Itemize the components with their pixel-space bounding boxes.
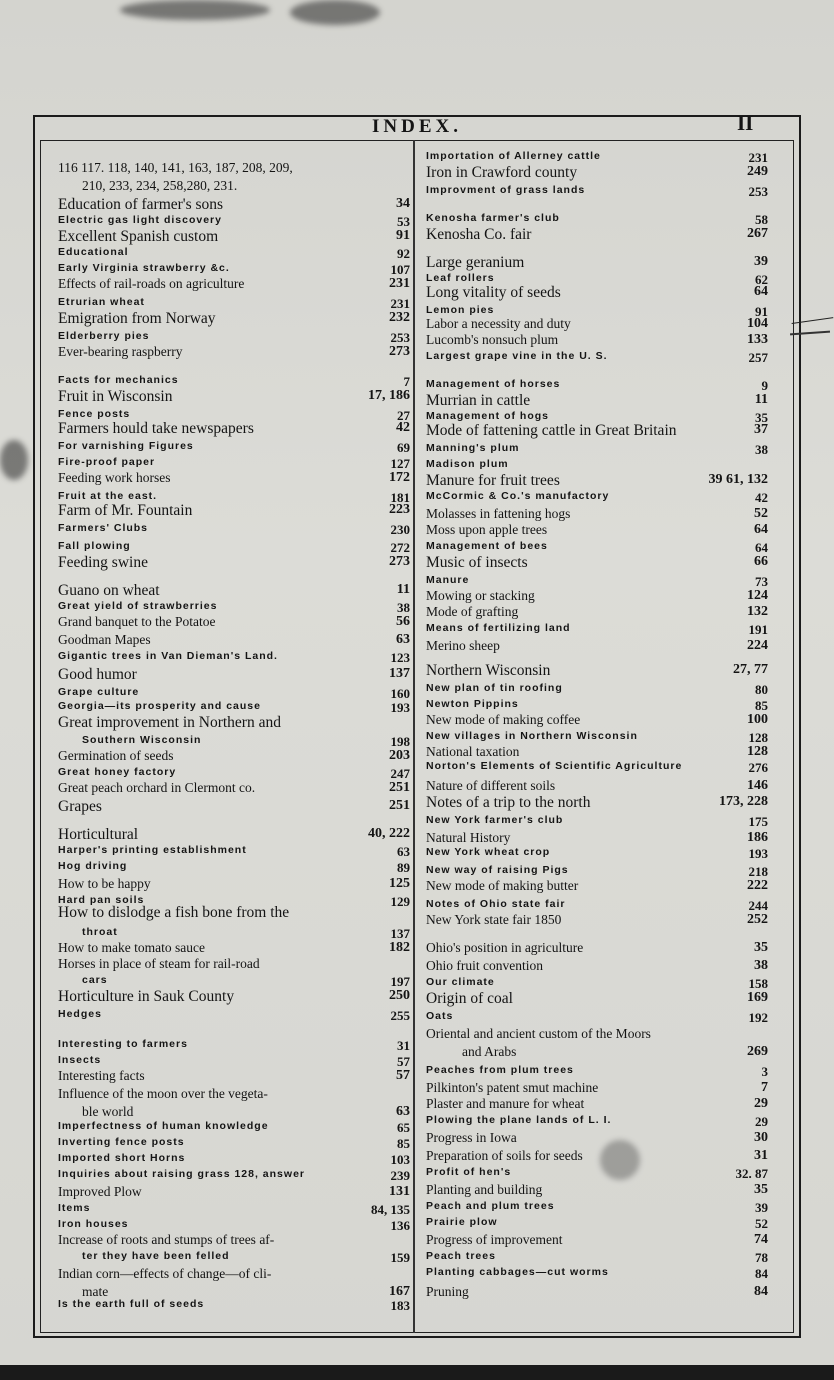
entry-text: Inverting fence posts bbox=[58, 1136, 185, 1148]
entry-page: 249 bbox=[747, 164, 768, 179]
entry-page: 222 bbox=[747, 878, 768, 893]
page-number: II bbox=[737, 111, 754, 135]
entry-page: 63 bbox=[396, 1104, 410, 1119]
entry-page: 17, 186 bbox=[368, 388, 410, 403]
entry-text: Lucomb's nonsuch plum bbox=[426, 332, 559, 347]
entry-text: Feeding work horses bbox=[58, 470, 171, 485]
entry-page: 252 bbox=[747, 912, 768, 927]
entry-text: Iron in Crawford county bbox=[426, 164, 578, 181]
entry-page: 136 bbox=[390, 1218, 410, 1233]
entry-page: 84 bbox=[755, 1266, 768, 1281]
entry-text: Oriental and ancient custom of the Moors bbox=[426, 1026, 651, 1041]
entry-page: 267 bbox=[747, 226, 768, 241]
entry-text: Kenosha farmer's club bbox=[426, 212, 560, 224]
entry-text: Progress in Iowa bbox=[426, 1130, 517, 1145]
entry-page: 127 bbox=[390, 456, 410, 471]
entry-page: 62 bbox=[755, 272, 768, 287]
entry-text: Management of horses bbox=[426, 378, 561, 390]
entry-text: Prairie plow bbox=[426, 1216, 498, 1228]
entry-text: Mode of fattening cattle in Great Britain bbox=[426, 422, 677, 439]
entry-text: Farmers' Clubs bbox=[58, 522, 149, 534]
entry-text: Moss upon apple trees bbox=[426, 522, 548, 537]
entry-text: Management of hogs bbox=[426, 410, 550, 422]
entry-text: National taxation bbox=[426, 744, 520, 759]
entry-text: Northern Wisconsin bbox=[426, 662, 551, 679]
entry-page: 257 bbox=[748, 350, 768, 365]
entry-text: Fence posts bbox=[58, 408, 131, 420]
entry-text: Newton Pippins bbox=[426, 698, 519, 710]
scan-edge bbox=[0, 1365, 834, 1380]
entry-page: 89 bbox=[397, 860, 410, 875]
entry-text: Early Virginia strawberry &c. bbox=[58, 262, 230, 274]
entry-page: 169 bbox=[747, 990, 768, 1005]
entry-page: 78 bbox=[755, 1250, 768, 1265]
entry-text: ble world bbox=[82, 1104, 134, 1119]
entry-page: 192 bbox=[748, 1010, 768, 1025]
entry-text: Horses in place of steam for rail-road bbox=[58, 956, 260, 971]
entry-page: 129 bbox=[390, 894, 410, 909]
entry-page: 35 bbox=[754, 940, 768, 955]
entry-text: New plan of tin roofing bbox=[426, 682, 563, 694]
entry-page: 65 bbox=[397, 1120, 410, 1135]
entry-text: Etrurian wheat bbox=[58, 296, 145, 308]
entry-text: Fire-proof paper bbox=[58, 456, 156, 468]
entry-page: 146 bbox=[747, 778, 768, 793]
entry-page: 276 bbox=[748, 760, 768, 775]
entry-page: 272 bbox=[390, 540, 410, 555]
entry-page: 27, 77 bbox=[733, 662, 768, 677]
entry-page: 7 bbox=[403, 374, 410, 389]
entry-page: 104 bbox=[747, 316, 768, 331]
entry-page: 39 bbox=[755, 1200, 768, 1215]
entry-page: 158 bbox=[748, 976, 768, 991]
entry-text: Emigration from Norway bbox=[58, 310, 216, 327]
entry-page: 84 bbox=[754, 1284, 768, 1299]
entry-text: New York state fair 1850 bbox=[426, 912, 562, 927]
entry-page: 64 bbox=[754, 284, 768, 299]
entry-page: 32. 87 bbox=[735, 1166, 768, 1181]
entry-page: 42 bbox=[755, 490, 768, 505]
entry-page: 74 bbox=[754, 1232, 768, 1247]
entry-page: 232 bbox=[389, 310, 410, 325]
entry-page: 167 bbox=[389, 1284, 410, 1299]
entry-text: Harper's printing establishment bbox=[58, 844, 247, 856]
entry-page: 183 bbox=[390, 1298, 410, 1313]
entry-page: 132 bbox=[747, 604, 768, 619]
entry-text: How to be happy bbox=[58, 876, 151, 891]
entry-page: 231 bbox=[389, 276, 410, 291]
entry-page: 223 bbox=[389, 502, 410, 517]
entry-page: 247 bbox=[390, 766, 410, 781]
entry-text: Horticulture in Sauk County bbox=[58, 988, 235, 1005]
entry-text: Hard pan soils bbox=[58, 894, 145, 906]
entry-page: 253 bbox=[748, 184, 768, 199]
entry-page: 66 bbox=[754, 554, 768, 569]
entry-page: 124 bbox=[747, 588, 768, 603]
entry-page: 193 bbox=[748, 846, 768, 861]
entry-text: Items bbox=[58, 1202, 91, 1214]
entry-text: Fruit in Wisconsin bbox=[58, 388, 173, 405]
entry-text: Molasses in fattening hogs bbox=[426, 506, 571, 521]
entry-text: Manning's plum bbox=[426, 442, 520, 454]
entry-text: Hog driving bbox=[58, 860, 128, 872]
entry-page: 31 bbox=[397, 1038, 410, 1053]
entry-text: Pruning bbox=[426, 1284, 469, 1299]
page-title: INDEX. bbox=[372, 116, 462, 137]
entry-page: 64 bbox=[755, 540, 768, 555]
entry-page: 218 bbox=[748, 864, 768, 879]
entry-page: 9 bbox=[761, 378, 768, 393]
entry-page: 191 bbox=[748, 622, 768, 637]
entry-page: 42 bbox=[396, 420, 410, 435]
entry-text: Notes of a trip to the north bbox=[426, 794, 591, 811]
entry-page: 133 bbox=[747, 332, 768, 347]
entry-text: Peaches from plum trees bbox=[426, 1064, 574, 1076]
entry-text: cars bbox=[82, 974, 108, 986]
entry-text: Great yield of strawberries bbox=[58, 600, 218, 612]
entry-text: Interesting to farmers bbox=[58, 1038, 188, 1050]
entry-page: 69 bbox=[397, 440, 410, 455]
entry-text: New York wheat crop bbox=[426, 846, 551, 858]
entry-text: Educational bbox=[58, 246, 129, 258]
entry-page: 181 bbox=[390, 490, 410, 505]
entry-text: Effects of rail-roads on agriculture bbox=[58, 276, 245, 291]
entry-text: Management of bees bbox=[426, 540, 548, 552]
entry-text: Importation of Allerney cattle bbox=[426, 150, 601, 162]
entry-text: Grand banquet to the Potatoe bbox=[58, 614, 216, 629]
entry-text: Music of insects bbox=[426, 554, 528, 571]
entry-page: 53 bbox=[397, 214, 410, 229]
entry-text: Peach and plum trees bbox=[426, 1200, 555, 1212]
entry-text: Preparation of soils for seeds bbox=[426, 1148, 583, 1163]
entry-text: Feeding swine bbox=[58, 554, 148, 571]
ink-stain bbox=[290, 0, 380, 25]
entry-page: 34 bbox=[396, 196, 410, 211]
entry-page: 173, 228 bbox=[719, 794, 768, 809]
entry-page: 123 bbox=[390, 650, 410, 665]
entry-text: Oats bbox=[426, 1010, 454, 1022]
entry-text: Increase of roots and stumps of trees af- bbox=[58, 1232, 275, 1247]
entry-text: Influence of the moon over the vegeta- bbox=[58, 1086, 268, 1101]
entry-text: Grape culture bbox=[58, 686, 140, 698]
entry-text: Norton's Elements of Scientific Agriculture bbox=[426, 760, 683, 772]
entry-text: Murrian in cattle bbox=[426, 392, 531, 409]
entry-page: 57 bbox=[396, 1068, 410, 1083]
entry-page: 203 bbox=[389, 748, 410, 763]
entry-text: New mode of making butter bbox=[426, 878, 579, 893]
entry-text: and Arabs bbox=[462, 1044, 517, 1059]
entry-text: mate bbox=[82, 1284, 109, 1299]
entry-text: Plowing the plane lands of L. I. bbox=[426, 1114, 612, 1126]
entry-page: 231 bbox=[748, 150, 768, 165]
entry-page: 7 bbox=[761, 1080, 768, 1095]
entry-page: 11 bbox=[754, 392, 768, 407]
entry-page: 11 bbox=[396, 582, 410, 597]
entry-text: Insects bbox=[58, 1054, 102, 1066]
entry-page: 255 bbox=[390, 1008, 410, 1023]
entry-page: 56 bbox=[396, 614, 410, 629]
entry-text: Merino sheep bbox=[426, 638, 500, 653]
entry-page: 273 bbox=[389, 554, 410, 569]
entry-text: Mode of grafting bbox=[426, 604, 519, 619]
ink-stain bbox=[0, 440, 28, 480]
entry-text: Interesting facts bbox=[58, 1068, 145, 1083]
entry-text: Our climate bbox=[426, 976, 495, 988]
entry-page: 52 bbox=[755, 1216, 768, 1231]
entry-page: 39 bbox=[754, 254, 768, 269]
entry-page: 244 bbox=[748, 898, 768, 913]
ink-stain bbox=[120, 0, 270, 20]
entry-page: 63 bbox=[396, 632, 410, 647]
entry-page: 80 bbox=[755, 682, 768, 697]
entry-text: Improved Plow bbox=[58, 1184, 142, 1199]
entry-text: Georgia—its prosperity and cause bbox=[58, 700, 261, 712]
entry-page: 224 bbox=[747, 638, 768, 653]
entry-text: Guano on wheat bbox=[58, 582, 160, 599]
entry-text: Planting and building bbox=[426, 1182, 543, 1197]
entry-page: 253 bbox=[390, 330, 410, 345]
entry-text: Farm of Mr. Fountain bbox=[58, 502, 193, 519]
entry-page: 91 bbox=[396, 228, 410, 243]
entry-text: Horticultural bbox=[58, 826, 139, 843]
entry-page: 30 bbox=[754, 1130, 768, 1145]
entry-text: How to make tomato sauce bbox=[58, 940, 205, 955]
entry-page: 269 bbox=[747, 1044, 768, 1059]
entry-text: Goodman Mapes bbox=[58, 632, 151, 647]
entry-text: Hedges bbox=[58, 1008, 102, 1020]
entry-page: 35 bbox=[755, 410, 768, 425]
entry-page: 197 bbox=[390, 974, 410, 989]
entry-text: Farmers hould take newspapers bbox=[58, 420, 254, 437]
entry-text: Electric gas light discovery bbox=[58, 214, 222, 226]
entry-page: 273 bbox=[389, 344, 410, 359]
entry-text: Plaster and manure for wheat bbox=[426, 1096, 585, 1111]
entry-page: 198 bbox=[390, 734, 410, 749]
entry-text: New York farmer's club bbox=[426, 814, 564, 826]
entry-page: 159 bbox=[390, 1250, 410, 1265]
entry-page: 175 bbox=[748, 814, 768, 829]
entry-text: Iron houses bbox=[58, 1218, 129, 1230]
entry-text: Mowing or stacking bbox=[426, 588, 535, 603]
entry-text: For varnishing Figures bbox=[58, 440, 194, 452]
entry-text: Great improvement in Northern and bbox=[58, 714, 281, 731]
entry-text: Nature of different soils bbox=[426, 778, 556, 793]
entry-page: 231 bbox=[390, 296, 410, 311]
entry-text: Ohio fruit convention bbox=[426, 958, 543, 973]
entry-text: Great honey factory bbox=[58, 766, 177, 778]
entry-text: Natural History bbox=[426, 830, 511, 845]
entry-text: Planting cabbages—cut worms bbox=[426, 1266, 609, 1278]
entry-page: 125 bbox=[389, 876, 410, 891]
entry-page: 103 bbox=[390, 1152, 410, 1167]
column-divider bbox=[413, 140, 415, 1333]
entry-text: Origin of coal bbox=[426, 990, 513, 1007]
entry-text: Good humor bbox=[58, 666, 137, 683]
entry-page: 251 bbox=[389, 798, 410, 813]
entry-text: Profit of hen's bbox=[426, 1166, 512, 1178]
entry-page: 29 bbox=[755, 1114, 768, 1129]
entry-page: 85 bbox=[397, 1136, 410, 1151]
entry-page: 92 bbox=[397, 246, 410, 261]
entry-text: Is the earth full of seeds bbox=[58, 1298, 205, 1310]
entry-page: 52 bbox=[754, 506, 768, 521]
entry-text: ter they have been felled bbox=[82, 1250, 230, 1262]
entry-page: 91 bbox=[755, 304, 768, 319]
entry-text: Great peach orchard in Clermont co. bbox=[58, 780, 256, 795]
entry-text: Gigantic trees in Van Dieman's Land. bbox=[58, 650, 278, 662]
entry-page: 64 bbox=[754, 522, 768, 537]
entry-page: 37 bbox=[754, 422, 768, 437]
entry-text: 210, 233, 234, 258,280, 231. bbox=[82, 178, 238, 193]
entry-text: Elderberry pies bbox=[58, 330, 150, 342]
entry-text: Facts for mechanics bbox=[58, 374, 179, 386]
entry-text: Notes of Ohio state fair bbox=[426, 898, 566, 910]
entry-page: 182 bbox=[389, 940, 410, 955]
entry-text: Fall plowing bbox=[58, 540, 131, 552]
entry-text: Leaf rollers bbox=[426, 272, 495, 284]
entry-text: Indian corn—effects of change—of cli- bbox=[58, 1266, 272, 1281]
entry-text: Imperfectness of human knowledge bbox=[58, 1120, 269, 1132]
entry-text: Means of fertilizing land bbox=[426, 622, 571, 634]
entry-page: 128 bbox=[748, 730, 768, 745]
entry-text: Manure for fruit trees bbox=[426, 472, 560, 489]
entry-text: Imported short Horns bbox=[58, 1152, 186, 1164]
entry-text: Manure bbox=[426, 574, 470, 586]
entry-text: New villages in Northern Wisconsin bbox=[426, 730, 638, 742]
entry-page: 38 bbox=[755, 442, 768, 457]
entry-page: 38 bbox=[754, 958, 768, 973]
entry-page: 35 bbox=[754, 1182, 768, 1197]
entry-page: 107 bbox=[390, 262, 410, 277]
entry-text: Ohio's position in agriculture bbox=[426, 940, 584, 955]
entry-page: 128 bbox=[747, 744, 768, 759]
entry-text: How to dislodge a fish bone from the bbox=[58, 904, 290, 921]
entry-text: Lemon pies bbox=[426, 304, 495, 316]
entry-page: 131 bbox=[389, 1184, 410, 1199]
entry-page: 27 bbox=[397, 408, 410, 423]
entry-text: Improvment of grass lands bbox=[426, 184, 586, 196]
entry-page: 38 bbox=[397, 600, 410, 615]
entry-text: Inquiries about raising grass 128, answer bbox=[58, 1168, 305, 1180]
entry-page: 239 bbox=[390, 1168, 410, 1183]
entry-text: Large geranium bbox=[426, 254, 525, 271]
entry-text: Madison plum bbox=[426, 458, 509, 470]
entry-text: Grapes bbox=[58, 798, 102, 815]
entry-page: 193 bbox=[390, 700, 410, 715]
entry-text: Excellent Spanish custom bbox=[58, 228, 219, 245]
entry-page: 230 bbox=[390, 522, 410, 537]
entry-text: New way of raising Pigs bbox=[426, 864, 569, 876]
entry-text: Germination of seeds bbox=[58, 748, 174, 763]
entry-text: Peach trees bbox=[426, 1250, 496, 1262]
entry-page: 137 bbox=[389, 666, 410, 681]
entry-text: Progress of improvement bbox=[426, 1232, 563, 1247]
entry-page: 84, 135 bbox=[371, 1202, 410, 1217]
entry-page: 160 bbox=[390, 686, 410, 701]
entry-page: 31 bbox=[754, 1148, 768, 1163]
entry-text: Southern Wisconsin bbox=[82, 734, 202, 746]
entry-page: 57 bbox=[397, 1054, 410, 1069]
entry-page: 85 bbox=[755, 698, 768, 713]
entry-page: 40, 222 bbox=[368, 826, 410, 841]
entry-text: 116 117. 118, 140, 141, 163, 187, 208, 209, bbox=[58, 160, 293, 175]
entry-page: 137 bbox=[390, 926, 410, 941]
entry-text: Pilkinton's patent smut machine bbox=[426, 1080, 599, 1095]
entry-text: Kenosha Co. fair bbox=[426, 226, 532, 243]
entry-text: Education of farmer's sons bbox=[58, 196, 224, 213]
entry-page: 58 bbox=[755, 212, 768, 227]
entry-page: 251 bbox=[389, 780, 410, 795]
entry-text: Ever-bearing raspberry bbox=[58, 344, 183, 359]
entry-page: 100 bbox=[747, 712, 768, 727]
entry-text: Long vitality of seeds bbox=[426, 284, 561, 301]
entry-page: 73 bbox=[755, 574, 768, 589]
entry-page: 63 bbox=[397, 844, 410, 859]
entry-text: Labor a necessity and duty bbox=[426, 316, 571, 331]
entry-page: 172 bbox=[389, 470, 410, 485]
entry-text: Largest grape vine in the U. S. bbox=[426, 350, 608, 362]
entry-text: McCormic & Co.'s manufactory bbox=[426, 490, 610, 502]
entry-page: 39 61, 132 bbox=[708, 472, 768, 487]
entry-text: New mode of making coffee bbox=[426, 712, 581, 727]
entry-page: 250 bbox=[389, 988, 410, 1003]
entry-page: 3 bbox=[761, 1064, 768, 1079]
entry-text: Fruit at the east. bbox=[58, 490, 158, 502]
entry-page: 29 bbox=[754, 1096, 768, 1111]
entry-text: throat bbox=[82, 926, 118, 938]
entry-page: 186 bbox=[747, 830, 768, 845]
